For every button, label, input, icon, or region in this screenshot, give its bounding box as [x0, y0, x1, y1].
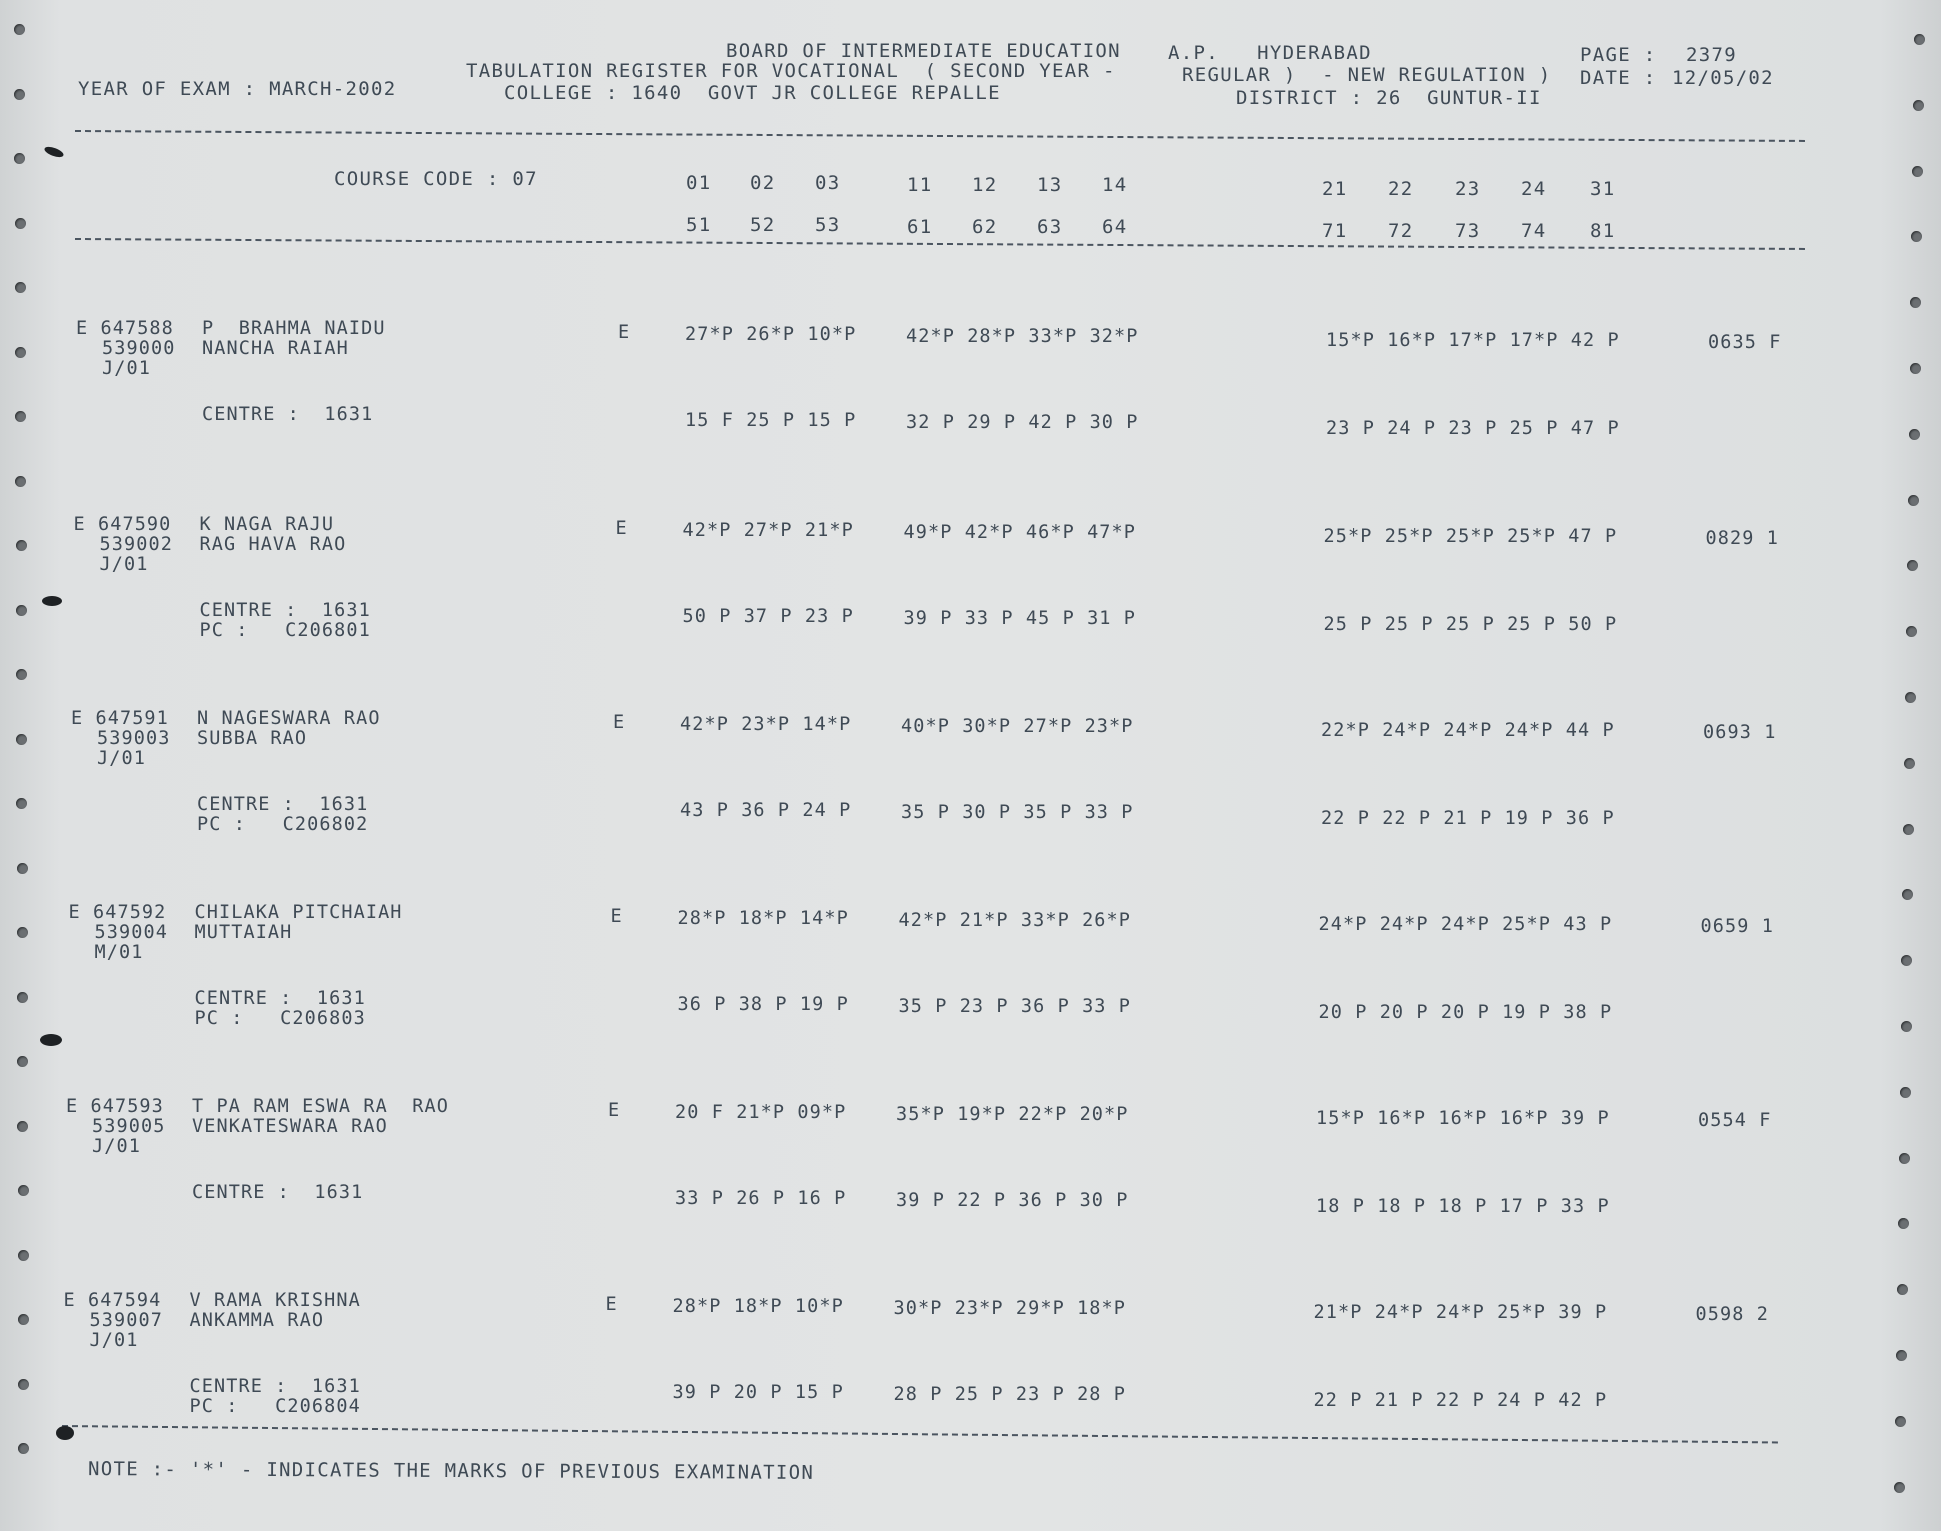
tractor-hole: [16, 605, 27, 616]
year-of-exam: YEAR OF EXAM : MARCH-2002: [78, 78, 397, 100]
tractor-hole: [18, 1250, 29, 1261]
tractor-hole: [18, 1314, 29, 1325]
tractor-hole: [1895, 1416, 1906, 1427]
pc-code: PC : C206801: [199, 620, 371, 641]
ink-smudge: [40, 1034, 62, 1046]
column-code: 03: [815, 172, 841, 194]
marks-yr1-part2: 42*P 28*P 33*P 32*P: [906, 326, 1139, 347]
column-code: 63: [1037, 216, 1063, 238]
tractor-hole: [15, 411, 26, 422]
date-label: DATE :: [1580, 67, 1657, 89]
tractor-hole: [14, 153, 25, 164]
marks-yr1-part2: 40*P 30*P 27*P 23*P: [901, 716, 1134, 737]
column-code: 52: [750, 214, 776, 236]
column-code: 21: [1322, 178, 1348, 200]
marks-yr1-part2: 49*P 42*P 46*P 47*P: [903, 522, 1137, 543]
tractor-hole: [1901, 1021, 1912, 1032]
marks-yr2-part3: 25 P 25 P 25 P 25 P 50 P: [1323, 614, 1618, 635]
student-name: V RAMA KRISHNA: [189, 1290, 361, 1311]
student-regno: 539003: [97, 728, 171, 749]
marks-yr1-part1: 42*P 27*P 21*P: [682, 520, 854, 541]
exam-centre: CENTRE : 1631: [189, 1376, 361, 1397]
tractor-hole: [1914, 34, 1925, 45]
state-city: A.P. HYDERABAD: [1168, 42, 1372, 64]
student-name: K NAGA RAJU: [199, 514, 335, 535]
tractor-hole: [15, 218, 26, 229]
marks-yr2-part2: 39 P 33 P 45 P 31 P: [903, 608, 1137, 629]
column-code: 02: [750, 172, 776, 194]
tractor-hole: [1903, 824, 1914, 835]
tractor-hole: [1910, 297, 1921, 308]
pc-code: PC : C206804: [189, 1396, 361, 1417]
student-id: E 647590: [73, 514, 172, 535]
column-code: 53: [815, 214, 841, 236]
column-code: 73: [1455, 220, 1481, 242]
tractor-hole: [15, 282, 26, 293]
student-group: J/01: [99, 554, 149, 575]
tractor-hole: [18, 1443, 29, 1454]
marks-yr1-part2: 30*P 23*P 29*P 18*P: [893, 1298, 1127, 1319]
marks-yr1-part3: 22*P 24*P 24*P 24*P 44 P: [1321, 720, 1615, 741]
ink-smudge: [56, 1426, 74, 1440]
marks-yr1-part3: 21*P 24*P 24*P 25*P 39 P: [1313, 1302, 1608, 1323]
father-name: VENKATESWARA RAO: [192, 1116, 388, 1137]
column-code: 01: [686, 172, 712, 194]
student-name: N NAGESWARA RAO: [197, 708, 381, 729]
marks-yr2-part3: 22 P 21 P 22 P 24 P 42 P: [1313, 1390, 1608, 1411]
student-id: E 647593: [66, 1096, 164, 1117]
exam-centre: CENTRE : 1631: [192, 1182, 364, 1203]
student-regno: 539000: [102, 338, 176, 359]
marks-yr1-part3: 25*P 25*P 25*P 25*P 47 P: [1323, 526, 1618, 547]
tractor-hole: [17, 1056, 28, 1067]
tractor-hole: [16, 669, 27, 680]
tractor-hole: [1909, 429, 1920, 440]
marks-yr1-part2: 42*P 21*P 33*P 26*P: [898, 910, 1132, 931]
student-id: E 647588: [76, 318, 174, 339]
student-group: J/01: [92, 1136, 141, 1157]
marks-yr2-part1: 43 P 36 P 24 P: [680, 800, 852, 821]
tractor-hole: [1905, 692, 1916, 703]
tractor-hole: [1902, 889, 1913, 900]
marks-yr1-part3: 15*P 16*P 17*P 17*P 42 P: [1326, 330, 1620, 351]
medium: E: [615, 518, 628, 539]
column-code: 62: [972, 216, 998, 238]
marks-yr2-part1: 39 P 20 P 15 P: [672, 1382, 844, 1403]
student-group: J/01: [97, 748, 146, 769]
column-code: 72: [1388, 220, 1414, 242]
tractor-hole: [18, 1379, 29, 1390]
column-code: 74: [1521, 220, 1547, 242]
course-code: COURSE CODE : 07: [334, 168, 538, 190]
exam-centre: CENTRE : 1631: [202, 404, 374, 425]
marks-yr1-part2: 35*P 19*P 22*P 20*P: [896, 1104, 1129, 1125]
student-group: J/01: [102, 358, 151, 379]
medium: E: [613, 712, 626, 733]
column-code: 11: [907, 174, 933, 196]
father-name: RAG HAVA RAO: [199, 534, 347, 555]
exam-centre: CENTRE : 1631: [197, 794, 369, 815]
register-title: TABULATION REGISTER FOR VOCATIONAL ( SECOND YEAR -: [466, 60, 1116, 82]
marks-yr2-part2: 35 P 23 P 36 P 33 P: [898, 996, 1132, 1017]
tractor-hole: [16, 540, 27, 551]
father-name: SUBBA RAO: [197, 728, 308, 749]
tractor-hole: [17, 863, 28, 874]
marks-yr2-part2: 28 P 25 P 23 P 28 P: [893, 1384, 1127, 1405]
student-group: M/01: [94, 942, 144, 963]
marks-yr2-part3: 23 P 24 P 23 P 25 P 47 P: [1326, 418, 1620, 439]
column-code: 24: [1521, 178, 1547, 200]
student-regno: 539005: [92, 1116, 166, 1137]
column-code: 23: [1455, 178, 1481, 200]
exam-centre: CENTRE : 1631: [194, 988, 366, 1009]
footnote: NOTE :- '*' - INDICATES THE MARKS OF PREVIOUS EXAMINATION: [87, 1458, 815, 1484]
column-code: 71: [1322, 220, 1348, 242]
date: 12/05/02: [1672, 67, 1774, 89]
student-id: E 647592: [68, 902, 167, 923]
grand-total-result: 0635 F: [1708, 332, 1782, 353]
student-group: J/01: [89, 1330, 139, 1351]
column-code: 13: [1037, 174, 1063, 196]
marks-yr2-part2: 35 P 30 P 35 P 33 P: [901, 802, 1134, 823]
father-name: MUTTAIAH: [194, 922, 293, 943]
marks-yr2-part2: 32 P 29 P 42 P 30 P: [906, 412, 1139, 433]
tractor-hole: [1911, 231, 1922, 242]
grand-total-result: 0693 1: [1703, 722, 1777, 743]
marks-yr2-part3: 22 P 22 P 21 P 19 P 36 P: [1321, 808, 1615, 829]
ink-smudge: [42, 596, 62, 606]
marks-yr1-part1: 42*P 23*P 14*P: [680, 714, 852, 735]
tractor-hole: [1896, 1350, 1907, 1361]
marks-yr2-part3: 18 P 18 P 18 P 17 P 33 P: [1316, 1196, 1610, 1217]
father-name: ANKAMMA RAO: [189, 1310, 325, 1331]
tractor-hole: [1910, 363, 1921, 374]
tractor-hole: [1908, 495, 1919, 506]
tractor-hole: [1904, 758, 1915, 769]
student-regno: 539002: [99, 534, 173, 555]
marks-yr1-part1: 28*P 18*P 10*P: [672, 1296, 844, 1317]
tractor-hole: [1913, 100, 1924, 111]
tractor-hole: [14, 24, 25, 35]
marks-yr1-part3: 15*P 16*P 16*P 16*P 39 P: [1316, 1108, 1610, 1129]
tractor-hole: [1899, 1153, 1910, 1164]
marks-yr1-part1: 28*P 18*P 14*P: [677, 908, 849, 929]
grand-total-result: 0659 1: [1700, 916, 1774, 937]
tractor-hole: [1901, 955, 1912, 966]
marks-yr2-part1: 50 P 37 P 23 P: [682, 606, 854, 627]
column-code: 31: [1590, 178, 1616, 200]
student-name: CHILAKA PITCHAIAH: [194, 902, 403, 923]
column-code: 51: [686, 214, 712, 236]
pc-code: PC : C206803: [194, 1008, 366, 1029]
board-name: BOARD OF INTERMEDIATE EDUCATION: [726, 40, 1121, 62]
medium: E: [608, 1100, 621, 1121]
tractor-hole: [1900, 1087, 1911, 1098]
student-regno: 539007: [89, 1310, 163, 1331]
column-code: 12: [972, 174, 998, 196]
page-label: PAGE :: [1580, 44, 1657, 66]
ink-smudge: [43, 145, 65, 159]
college: COLLEGE : 1640 GOVT JR COLLEGE REPALLE: [504, 82, 1001, 104]
medium: E: [618, 322, 631, 343]
district: DISTRICT : 26 GUNTUR-II: [1236, 87, 1542, 109]
tractor-hole: [1912, 166, 1923, 177]
grand-total-result: 0554 F: [1698, 1110, 1772, 1131]
tractor-hole: [14, 89, 25, 100]
tractor-hole: [1907, 560, 1918, 571]
tractor-hole: [17, 992, 28, 1003]
tractor-hole: [15, 347, 26, 358]
student-name: T PA RAM ESWA RA RAO: [192, 1096, 449, 1117]
tractor-hole: [18, 1185, 29, 1196]
marks-yr2-part3: 20 P 20 P 20 P 19 P 38 P: [1318, 1002, 1613, 1023]
marks-yr2-part1: 33 P 26 P 16 P: [675, 1188, 847, 1209]
student-regno: 539004: [94, 922, 168, 943]
column-code: 14: [1102, 174, 1128, 196]
exam-centre: CENTRE : 1631: [199, 600, 371, 621]
page-number: 2379: [1686, 44, 1737, 66]
tractor-hole: [16, 798, 27, 809]
header-rule-top: [75, 130, 1805, 142]
student-id: E 647591: [71, 708, 169, 729]
column-code: 61: [907, 216, 933, 238]
marks-yr1-part1: 20 F 21*P 09*P: [675, 1102, 847, 1123]
tractor-hole: [17, 1121, 28, 1132]
grand-total-result: 0598 2: [1695, 1304, 1769, 1325]
footer-rule: [62, 1425, 1778, 1443]
marks-yr1-part1: 27*P 26*P 10*P: [685, 324, 857, 345]
pc-code: PC : C206802: [197, 814, 369, 835]
tractor-hole: [15, 476, 26, 487]
tractor-hole: [1894, 1482, 1905, 1493]
grand-total-result: 0829 1: [1705, 528, 1779, 549]
medium: E: [610, 906, 623, 927]
marks-yr2-part2: 39 P 22 P 36 P 30 P: [896, 1190, 1129, 1211]
regulation: REGULAR ) - NEW REGULATION ): [1182, 64, 1552, 86]
marks-yr2-part1: 36 P 38 P 19 P: [677, 994, 849, 1015]
father-name: NANCHA RAIAH: [202, 338, 349, 359]
column-code: 64: [1102, 216, 1128, 238]
medium: E: [605, 1294, 618, 1315]
tractor-hole: [1906, 626, 1917, 637]
tractor-hole: [17, 927, 28, 938]
marks-yr1-part3: 24*P 24*P 24*P 25*P 43 P: [1318, 914, 1613, 935]
marks-yr2-part1: 15 F 25 P 15 P: [685, 410, 857, 431]
column-code: 81: [1590, 220, 1616, 242]
tractor-hole: [1898, 1218, 1909, 1229]
tractor-hole: [16, 734, 27, 745]
student-id: E 647594: [63, 1290, 162, 1311]
tractor-hole: [1897, 1284, 1908, 1295]
student-name: P BRAHMA NAIDU: [202, 318, 386, 339]
column-code: 22: [1388, 178, 1414, 200]
